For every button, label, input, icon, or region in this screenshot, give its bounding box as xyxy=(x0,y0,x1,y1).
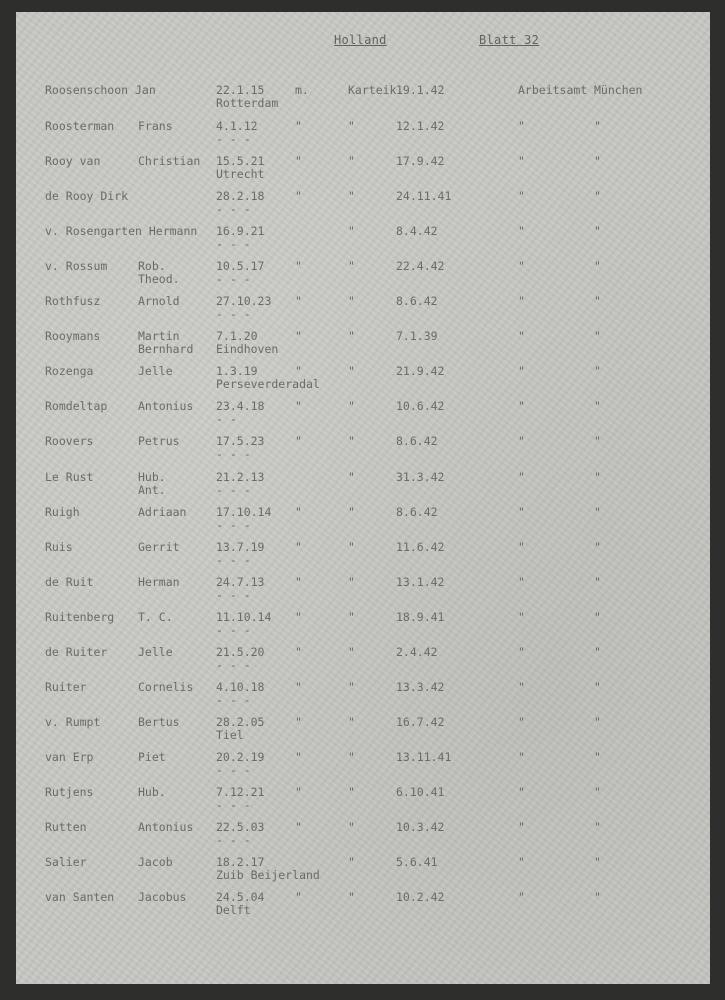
table-row xyxy=(0,295,725,329)
given-name: Herman xyxy=(138,575,180,589)
surname: Rutjens xyxy=(45,785,94,799)
surname: Le Rust xyxy=(45,470,94,484)
ditto-mark: " xyxy=(295,259,302,273)
birth-date: 28.2.05 xyxy=(216,715,265,729)
registration-date: 8.6.42 xyxy=(396,505,438,519)
registration-date: 2.4.42 xyxy=(396,645,438,659)
table-row xyxy=(0,225,725,259)
office-name: " xyxy=(518,470,525,484)
birth-place: - - - xyxy=(216,623,251,637)
ditto-mark: " xyxy=(295,540,302,554)
birth-place: - - - xyxy=(216,658,251,672)
table-row xyxy=(0,330,725,364)
sheet-number: Blatt 32 xyxy=(479,33,540,47)
surname: Rozenga xyxy=(45,364,94,378)
card-note: " xyxy=(348,820,355,834)
given-name-second: Theod. xyxy=(138,272,180,286)
surname: Ruis xyxy=(45,540,73,554)
registration-date: 13.3.42 xyxy=(396,680,445,694)
registration-date: 8.6.42 xyxy=(396,294,438,308)
registration-date: 13.11.41 xyxy=(396,750,452,764)
given-name: Christian xyxy=(138,154,201,168)
birth-date: 4.1.12 xyxy=(216,119,258,133)
birth-date: 15.5.21 xyxy=(216,154,265,168)
table-row xyxy=(0,821,725,855)
office-city: " xyxy=(594,610,601,624)
birth-date: 1.3.19 xyxy=(216,364,258,378)
surname: Ruitenberg xyxy=(45,610,115,624)
office-city: " xyxy=(594,505,601,519)
surname: v. Rumpt xyxy=(45,715,101,729)
office-name: " xyxy=(518,294,525,308)
office-city: " xyxy=(594,750,601,764)
office-name: " xyxy=(518,890,525,904)
ditto-mark: " xyxy=(295,715,302,729)
given-name: Arnold xyxy=(138,294,180,308)
country-heading: Holland xyxy=(334,33,387,47)
surname: Rutten xyxy=(45,820,87,834)
birth-date: 4.10.18 xyxy=(216,680,265,694)
given-name: Martin xyxy=(138,329,180,343)
office-city: " xyxy=(594,890,601,904)
given-name: Hub. xyxy=(138,785,166,799)
office-name: " xyxy=(518,680,525,694)
registration-date: 5.6.41 xyxy=(396,855,438,869)
surname: Romdeltap xyxy=(45,399,108,413)
registration-date: 10.6.42 xyxy=(396,399,445,413)
birth-place: - - - xyxy=(216,833,251,847)
table-row xyxy=(0,435,725,469)
birth-date: 18.2.17 xyxy=(216,855,265,869)
given-name: Jacobus xyxy=(138,890,187,904)
birth-date: 28.2.18 xyxy=(216,189,265,203)
table-row xyxy=(0,716,725,750)
birth-place: - - - xyxy=(216,237,251,251)
ditto-mark: " xyxy=(295,785,302,799)
card-note: " xyxy=(348,470,355,484)
registration-date: 16.7.42 xyxy=(396,715,445,729)
office-name: " xyxy=(518,645,525,659)
ditto-mark: " xyxy=(295,680,302,694)
surname: van Erp xyxy=(45,750,94,764)
birth-date: 22.1.15 xyxy=(216,83,265,97)
birth-place: - - - xyxy=(216,693,251,707)
office-name: " xyxy=(518,119,525,133)
office-name: " xyxy=(518,189,525,203)
surname: v. Rosengarten Hermann xyxy=(45,224,198,238)
office-name: " xyxy=(518,610,525,624)
birth-date: 17.5.23 xyxy=(216,434,265,448)
card-note: " xyxy=(348,610,355,624)
registration-date: 19.1.42 xyxy=(396,83,445,97)
birth-place: - - - xyxy=(216,763,251,777)
surname: de Rooy Dirk xyxy=(45,189,129,203)
surname: de Ruiter xyxy=(45,645,108,659)
office-name: " xyxy=(518,505,525,519)
given-name: Adriaan xyxy=(138,505,187,519)
birth-place: - - - xyxy=(216,132,251,146)
given-name-second: Ant. xyxy=(138,483,166,497)
office-name: " xyxy=(518,855,525,869)
birth-place: - - - xyxy=(216,447,251,461)
given-name: Jelle xyxy=(138,364,173,378)
ditto-mark: " xyxy=(295,820,302,834)
given-name: Antonius xyxy=(138,820,194,834)
surname: de Ruit xyxy=(45,575,94,589)
office-city: " xyxy=(594,224,601,238)
registration-date: 18.9.41 xyxy=(396,610,445,624)
surname: Ruigh xyxy=(45,505,80,519)
table-row xyxy=(0,84,725,118)
birth-place: - - - xyxy=(216,272,251,286)
table-row xyxy=(0,365,725,399)
birth-place: - - - xyxy=(216,307,251,321)
birth-place: - - - xyxy=(216,798,251,812)
office-city: " xyxy=(594,294,601,308)
table-row xyxy=(0,471,725,505)
card-note: " xyxy=(348,540,355,554)
ditto-mark: " xyxy=(295,575,302,589)
table-row xyxy=(0,891,725,925)
birth-date: 22.5.03 xyxy=(216,820,265,834)
office-city: " xyxy=(594,329,601,343)
birth-place: - - - xyxy=(216,588,251,602)
card-note: Karteik. xyxy=(348,83,404,97)
surname: Rooy van xyxy=(45,154,101,168)
surname: Ruiter xyxy=(45,680,87,694)
birth-date: 16.9.21 xyxy=(216,224,265,238)
table-row xyxy=(0,856,725,890)
office-city: " xyxy=(594,189,601,203)
registration-date: 7.1.39 xyxy=(396,329,438,343)
office-name: " xyxy=(518,259,525,273)
given-name: Jacob xyxy=(138,855,173,869)
registration-date: 22.4.42 xyxy=(396,259,445,273)
birth-date: 23.4.18 xyxy=(216,399,265,413)
table-row xyxy=(0,120,725,154)
ditto-mark: m. xyxy=(295,83,309,97)
ditto-mark: " xyxy=(295,364,302,378)
registration-date: 17.9.42 xyxy=(396,154,445,168)
given-name: Antonius xyxy=(138,399,194,413)
registration-date: 12.1.42 xyxy=(396,119,445,133)
office-name: " xyxy=(518,224,525,238)
registration-date: 24.11.41 xyxy=(396,189,452,203)
given-name: Bertus xyxy=(138,715,180,729)
table-row xyxy=(0,576,725,610)
birth-date: 24.7.13 xyxy=(216,575,265,589)
card-note: " xyxy=(348,259,355,273)
registration-date: 21.9.42 xyxy=(396,364,445,378)
birth-date: 24.5.04 xyxy=(216,890,265,904)
birth-place: Rotterdam xyxy=(216,96,279,110)
ditto-mark: " xyxy=(295,505,302,519)
table-row xyxy=(0,751,725,785)
birth-place: Eindhoven xyxy=(216,342,279,356)
ditto-mark: " xyxy=(295,154,302,168)
table-row xyxy=(0,260,725,294)
ditto-mark: " xyxy=(295,189,302,203)
ditto-mark: " xyxy=(295,329,302,343)
office-name: " xyxy=(518,715,525,729)
surname: van Santen xyxy=(45,890,115,904)
office-city: " xyxy=(594,785,601,799)
card-note: " xyxy=(348,364,355,378)
birth-date: 10.5.17 xyxy=(216,259,265,273)
card-note: " xyxy=(348,119,355,133)
ditto-mark: " xyxy=(295,294,302,308)
registration-date: 8.4.42 xyxy=(396,224,438,238)
office-name: " xyxy=(518,785,525,799)
surname: Roosenschoon Jan xyxy=(45,83,156,97)
given-name: Hub. xyxy=(138,470,166,484)
birth-date: 17.10.14 xyxy=(216,505,272,519)
birth-date: 7.12.21 xyxy=(216,785,265,799)
surname: Roovers xyxy=(45,434,94,448)
birth-date: 11.10.14 xyxy=(216,610,272,624)
birth-place: - - xyxy=(216,412,237,426)
card-note: " xyxy=(348,505,355,519)
birth-place: - - - xyxy=(216,202,251,216)
surname: Roosterman xyxy=(45,119,115,133)
office-city: " xyxy=(594,259,601,273)
given-name: Petrus xyxy=(138,434,180,448)
table-row xyxy=(0,646,725,680)
office-city: " xyxy=(594,820,601,834)
given-name: Piet xyxy=(138,750,166,764)
office-city: " xyxy=(594,680,601,694)
given-name: Frans xyxy=(138,119,173,133)
office-name: " xyxy=(518,329,525,343)
office-city: " xyxy=(594,540,601,554)
surname: Rooymans xyxy=(45,329,101,343)
card-note: " xyxy=(348,329,355,343)
ditto-mark: " xyxy=(295,645,302,659)
birth-place: Perseverderadal xyxy=(216,377,320,391)
birth-place: Zuib Beijerland xyxy=(216,868,320,882)
surname: Rothfusz xyxy=(45,294,101,308)
surname: Salier xyxy=(45,855,87,869)
card-note: " xyxy=(348,434,355,448)
card-note: " xyxy=(348,750,355,764)
ditto-mark: " xyxy=(295,750,302,764)
registration-date: 13.1.42 xyxy=(396,575,445,589)
registration-date: 11.6.42 xyxy=(396,540,445,554)
registration-date: 8.6.42 xyxy=(396,434,438,448)
birth-date: 27.10.23 xyxy=(216,294,272,308)
birth-place: Utrecht xyxy=(216,167,265,181)
table-row xyxy=(0,506,725,540)
registration-date: 6.10.41 xyxy=(396,785,445,799)
table-row xyxy=(0,611,725,645)
birth-place: Tiel xyxy=(216,728,244,742)
table-row xyxy=(0,681,725,715)
office-name: " xyxy=(518,154,525,168)
office-city: " xyxy=(594,154,601,168)
office-city: " xyxy=(594,399,601,413)
table-row xyxy=(0,786,725,820)
office-name: " xyxy=(518,399,525,413)
registration-date: 10.3.42 xyxy=(396,820,445,834)
card-note: " xyxy=(348,154,355,168)
card-note: " xyxy=(348,645,355,659)
table-row xyxy=(0,190,725,224)
surname: v. Rossum xyxy=(45,259,108,273)
card-note: " xyxy=(348,399,355,413)
ditto-mark: " xyxy=(295,119,302,133)
office-city: München xyxy=(594,83,643,97)
office-name: " xyxy=(518,575,525,589)
card-note: " xyxy=(348,224,355,238)
office-name: " xyxy=(518,434,525,448)
card-note: " xyxy=(348,575,355,589)
card-note: " xyxy=(348,189,355,203)
card-note: " xyxy=(348,715,355,729)
given-name: Gerrit xyxy=(138,540,180,554)
ditto-mark: " xyxy=(295,610,302,624)
given-name: Rob. xyxy=(138,259,166,273)
table-row xyxy=(0,541,725,575)
office-city: " xyxy=(594,364,601,378)
card-note: " xyxy=(348,785,355,799)
given-name: Jelle xyxy=(138,645,173,659)
birth-place: - - - xyxy=(216,553,251,567)
card-note: " xyxy=(348,890,355,904)
given-name-second: Bernhard xyxy=(138,342,194,356)
registration-date: 31.3.42 xyxy=(396,470,445,484)
office-city: " xyxy=(594,575,601,589)
birth-date: 13.7.19 xyxy=(216,540,265,554)
office-name: " xyxy=(518,750,525,764)
birth-date: 7.1.20 xyxy=(216,329,258,343)
birth-date: 21.2.13 xyxy=(216,470,265,484)
birth-date: 20.2.19 xyxy=(216,750,265,764)
ditto-mark: " xyxy=(295,434,302,448)
birth-date: 21.5.20 xyxy=(216,645,265,659)
table-row xyxy=(0,400,725,434)
birth-place: Delft xyxy=(216,903,251,917)
table-row xyxy=(0,155,725,189)
office-city: " xyxy=(594,119,601,133)
card-note: " xyxy=(348,855,355,869)
birth-place: - - - xyxy=(216,483,251,497)
office-city: " xyxy=(594,715,601,729)
registration-date: 10.2.42 xyxy=(396,890,445,904)
given-name: Cornelis xyxy=(138,680,194,694)
ditto-mark: " xyxy=(295,890,302,904)
given-name: T. C. xyxy=(138,610,173,624)
ditto-mark: " xyxy=(295,399,302,413)
office-name: Arbeitsamt xyxy=(518,83,588,97)
office-name: " xyxy=(518,364,525,378)
office-name: " xyxy=(518,820,525,834)
office-city: " xyxy=(594,434,601,448)
office-city: " xyxy=(594,470,601,484)
card-note: " xyxy=(348,294,355,308)
birth-place: - - - xyxy=(216,518,251,532)
office-city: " xyxy=(594,855,601,869)
office-name: " xyxy=(518,540,525,554)
office-city: " xyxy=(594,645,601,659)
card-note: " xyxy=(348,680,355,694)
